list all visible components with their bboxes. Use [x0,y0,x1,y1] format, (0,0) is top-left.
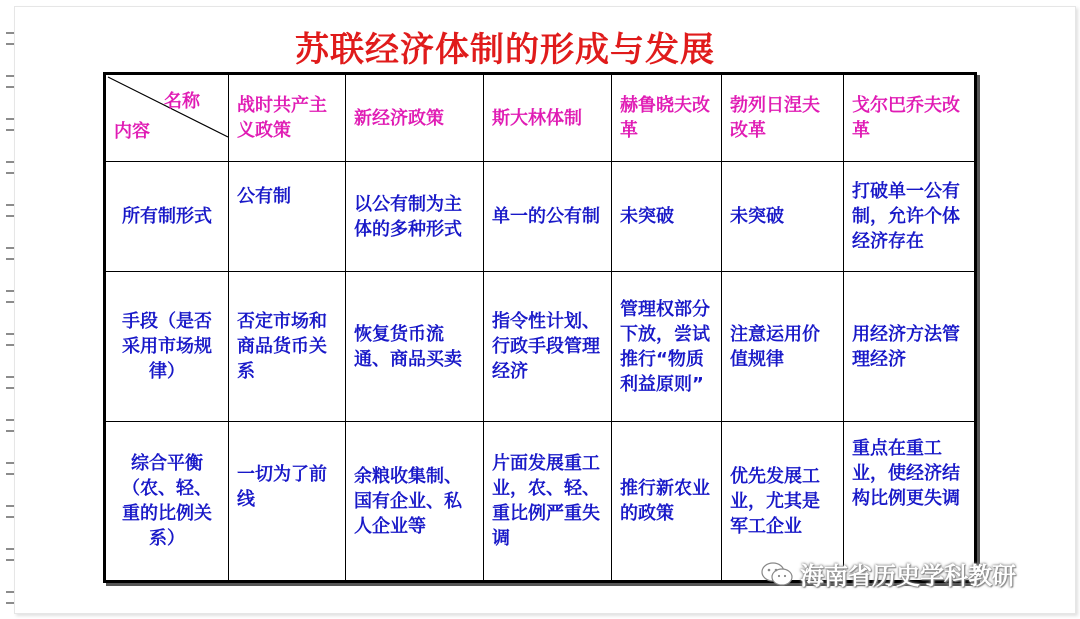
table-cell: 以公有制为主体的多种形式 [346,162,484,272]
column-header: 赫鲁晓夫改革 [612,74,722,162]
table-cell: 重点在重工业，使经济结构比例更失调 [844,422,976,582]
row-label: 手段（是否采用市场规律） [105,272,229,422]
table-cell: 指令性计划、行政手段管理经济 [484,272,612,422]
table-cell: 否定市场和商品货币关系 [229,272,346,422]
table-cell: 管理权部分下放，尝试推行“物质利益原则” [612,272,722,422]
table-cell: 用经济方法管理经济 [844,272,976,422]
table-cell: 余粮收集制、国有企业、私人企业等 [346,422,484,582]
comparison-table [103,72,977,583]
column-header: 勃列日涅夫改革 [722,74,844,162]
slide-title: 苏联经济体制的形成与发展 [295,30,715,70]
table-cell: 注意运用价值规律 [722,272,844,422]
table-cell: 单一的公有制 [484,162,612,272]
row-label: 所有制形式 [105,162,229,272]
table-cell: 优先发展工业，尤其是军工企业 [722,422,844,582]
row-label: 综合平衡（农、轻、重的比例关系） [105,422,229,582]
column-header: 战时共产主义政策 [229,74,346,162]
table-cell: 未突破 [722,162,844,272]
column-header: 新经济政策 [346,74,484,162]
watermark-text: 海南省历史学科教研 [800,562,1016,590]
table-header-row [105,74,976,162]
corner-cell [105,74,229,162]
watermark [760,556,1016,591]
column-header: 戈尔巴乔夫改革 [844,74,976,162]
table-cell: 推行新农业的政策 [612,422,722,582]
table-cell: 恢复货币流通、商品买卖 [346,272,484,422]
table-cell: 片面发展重工业，农、轻、重比例严重失调 [484,422,612,582]
table-row [105,272,976,422]
table-row [105,162,976,272]
column-header: 斯大林体制 [484,74,612,162]
table-cell: 一切为了前线 [229,422,346,582]
table-cell: 未突破 [612,162,722,272]
corner-label-content: 内容 [114,121,150,142]
corner-label-name: 名称 [164,91,200,112]
table-cell: 打破单一公有制，允许个体经济存在 [844,162,976,272]
wechat-icon [760,561,794,587]
table-cell: 公有制 [229,162,346,272]
